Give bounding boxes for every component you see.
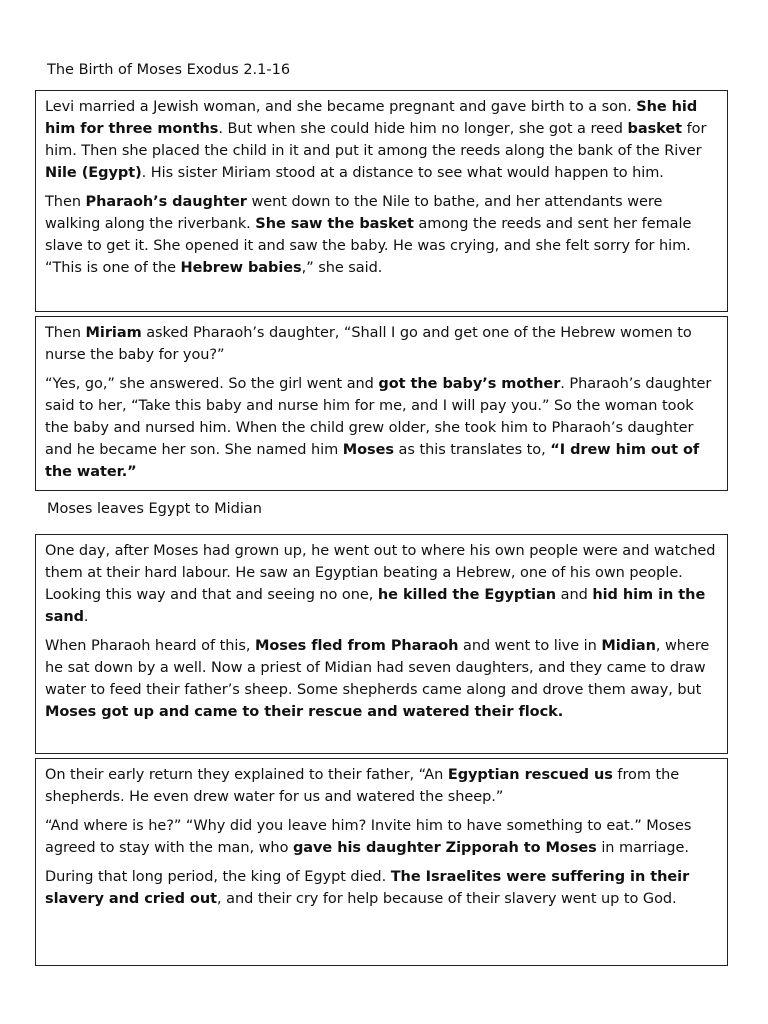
text-run: asked Pharaoh’s daughter, “Shall I go and get one of the Hebrew women to nurse the baby for you?” <box>45 325 692 363</box>
text-run: . His sister Miriam stood at a distance to see what would happen to him. <box>141 165 664 181</box>
paragraph <box>45 815 719 859</box>
bold-text: Moses got up and came to their rescue and watered their flock. <box>45 704 564 720</box>
bold-text: basket <box>627 121 683 137</box>
bold-text: Pharaoh’s daughter <box>85 194 247 210</box>
bold-text: he killed the Egyptian <box>377 587 557 603</box>
text-run: . Pharaoh’s daughter said to her, “Take this baby and nurse him for me, and I will pay you.” So the woman took the baby and nursed him. When the child grew older, she took him to Pharaoh’s daughter and he became her son. She named him <box>45 376 712 458</box>
bold-text: Miriam <box>85 325 142 341</box>
text-run: in marriage. <box>596 840 689 856</box>
bold-text: Hebrew babies <box>180 260 302 276</box>
text-run: “Yes, go,” she answered. So the girl went and <box>45 376 379 392</box>
text-run: Then <box>45 194 86 210</box>
bold-text: got the baby’s mother <box>378 376 561 392</box>
text-run: among the reeds and sent her female slave to get it. She opened it and saw the baby. He was crying, and she felt sorry for him. “This is one of the <box>45 216 692 276</box>
text-run: for him. Then she placed the child in it and put it among the reeds along the bank of the River <box>45 121 707 159</box>
section-title-leaves-egypt: Moses leaves Egypt to Midian <box>47 501 262 517</box>
bold-text: The Israelites were suffering in their slavery and cried out <box>45 869 690 907</box>
story-box-birth <box>35 90 728 312</box>
paragraph <box>45 866 719 910</box>
text-run: as this translates to, <box>393 442 551 458</box>
text-run: . <box>83 609 89 625</box>
bold-text: She saw the basket <box>255 216 414 232</box>
text-run: and <box>556 587 593 603</box>
bold-text: Moses fled from Pharaoh <box>254 638 459 654</box>
text-run: During that long period, the king of Egypt died. <box>45 869 391 885</box>
text-run: ,” she said. <box>301 260 383 276</box>
paragraph <box>45 373 719 483</box>
bold-text: Nile (Egypt) <box>45 165 142 181</box>
paragraph <box>45 635 719 723</box>
bold-text: hid him in the sand <box>45 587 706 625</box>
story-box-midian <box>35 758 728 966</box>
paragraph <box>45 96 719 184</box>
text-run: “And where is he?” “Why did you leave him? Invite him to have something to eat.” Moses agreed to stay with the man, who <box>45 818 692 856</box>
text-run: One day, after Moses had grown up, he went out to where his own people were and watched them at their hard labour. He saw an Egyptian beating a Hebrew, one of his own people. Looking this way and that and seeing no one, <box>45 543 716 603</box>
bold-text: Moses <box>342 442 394 458</box>
story-box-flight <box>35 534 728 754</box>
text-run: and went to live in <box>458 638 602 654</box>
story-box-miriam <box>35 316 728 491</box>
text-run: When Pharaoh heard of this, <box>45 638 255 654</box>
text-run: , where he sat down by a well. Now a priest of Midian had seven daughters, and they came to draw water to feed their father’s sheep. Some shepherds came along and drove them away, but <box>45 638 710 698</box>
bold-text: “I drew him out of the water.” <box>45 442 700 480</box>
text-run: went down to the Nile to bathe, and her attendants were walking along the riverbank. <box>45 194 663 232</box>
text-run: On their early return they explained to their father, “An <box>45 767 448 783</box>
text-run: Levi married a Jewish woman, and she became pregnant and gave birth to a son. <box>45 99 637 115</box>
text-run: , and their cry for help because of their slavery went up to God. <box>217 891 677 907</box>
bold-text: She hid him for three months <box>45 99 698 137</box>
text-run: Then <box>45 325 86 341</box>
paragraph <box>45 191 719 279</box>
paragraph <box>45 764 719 808</box>
bold-text: Midian <box>601 638 656 654</box>
text-run: . But when she could hide him no longer, she got a reed <box>218 121 628 137</box>
text-run: from the shepherds. He even drew water for us and watered the sheep.” <box>45 767 680 805</box>
bold-text: gave his daughter Zipporah to Moses <box>292 840 597 856</box>
section-title-birth-of-moses: The Birth of Moses Exodus 2.1-16 <box>47 62 291 78</box>
paragraph <box>45 540 719 628</box>
paragraph <box>45 322 719 366</box>
bold-text: Egyptian rescued us <box>447 767 613 783</box>
